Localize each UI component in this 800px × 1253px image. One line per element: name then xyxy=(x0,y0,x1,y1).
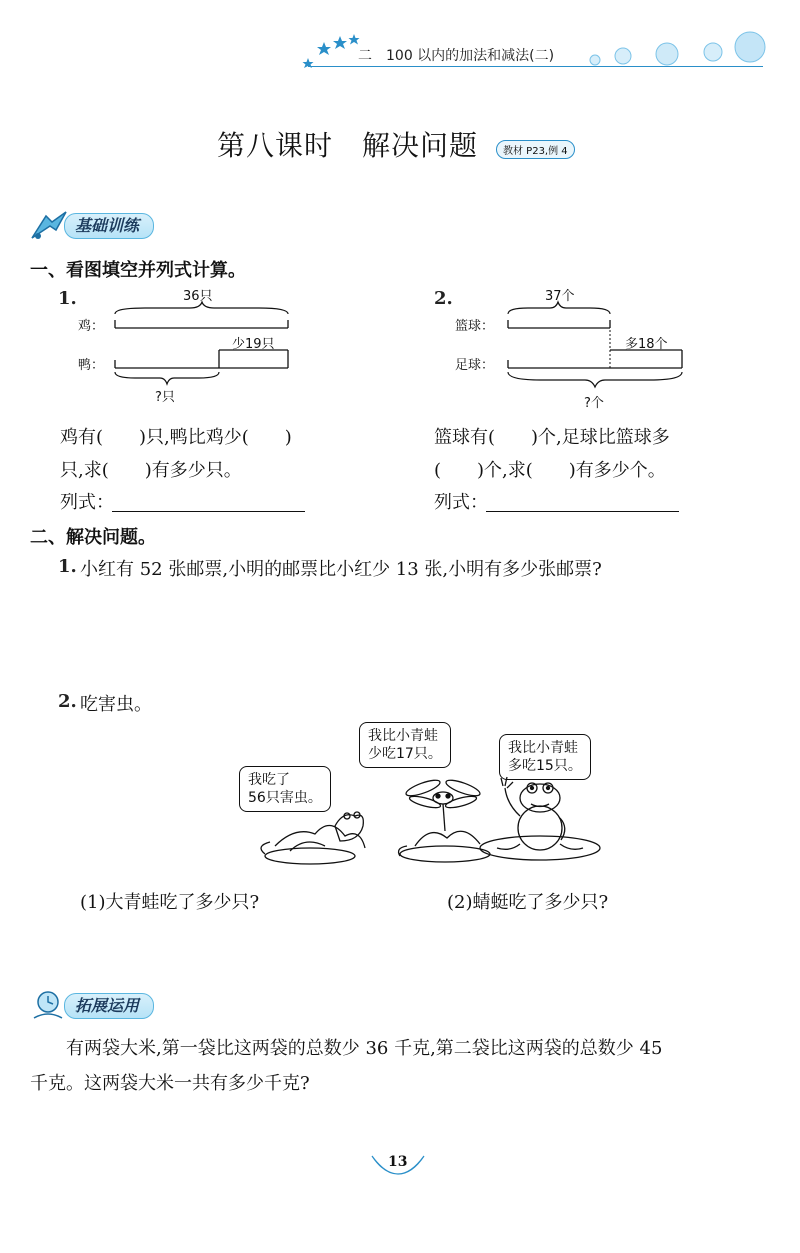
header-chapter: 二 100 以内的加法和减法(二) xyxy=(358,48,555,64)
p1-less-label: 少19只 xyxy=(232,337,275,352)
p1-text-line1: 鸡有( )只,鸭比鸡少( ) xyxy=(60,427,292,448)
p1-top-label: 36只 xyxy=(183,289,213,304)
q2-sub-question1: (1)大青蛙吃了多少只? xyxy=(80,892,260,913)
small-frog-icon xyxy=(261,812,365,864)
problem1-number: 1. xyxy=(58,288,77,309)
p2-top-label: 37个 xyxy=(545,289,575,304)
p2-row2-label: 足球： xyxy=(455,358,495,373)
extension-banner: 拓展运用 xyxy=(64,993,154,1019)
big-frog-icon xyxy=(480,777,600,860)
p2-row1-label: 篮球： xyxy=(455,319,495,334)
q2-sub-question2: (2)蜻蜓吃了多少只? xyxy=(447,892,609,913)
page-title: 第八课时 解决问题 xyxy=(217,129,479,162)
q2-problem1-text: 小红有 52 张邮票,小明的邮票比小红少 13 张,小明有多少张邮票? xyxy=(80,559,602,580)
p2-bottom-label: ?个 xyxy=(584,396,604,411)
header-bubbles-icon xyxy=(585,30,770,72)
extension-text-line1: 有两袋大米,第一袋比这两袋的总数少 36 千克,第二袋比这两袋的总数少 45 xyxy=(66,1038,663,1059)
p2-text-line1: 篮球有( )个,足球比篮球多 xyxy=(434,427,670,448)
basic-training-banner: 基础训练 xyxy=(64,213,154,239)
frog1-speech-bubble: 我吃了 56只害虫。 xyxy=(239,766,331,812)
p1-bottom-label: ?只 xyxy=(155,390,175,405)
p1-line-diagram xyxy=(105,300,305,390)
dragonfly-icon xyxy=(399,777,490,862)
p1-text-line2: 只,求( )有多少只。 xyxy=(60,460,242,481)
p1-formula-label: 列式： xyxy=(60,492,114,513)
frogs-dragonfly-drawing xyxy=(235,716,610,876)
dragonfly-speech-bubble: 我比小青蛙 少吃17只。 xyxy=(359,722,451,768)
textbook-reference-badge: 教材 P23,例 4 xyxy=(496,140,575,159)
p1-row1-label: 鸡： xyxy=(78,319,105,334)
extension-icon xyxy=(28,988,68,1022)
header xyxy=(300,30,770,75)
extension-text-line2: 千克。这两袋大米一共有多少千克? xyxy=(30,1073,310,1094)
p2-line-diagram xyxy=(500,300,690,395)
page-number: 13 xyxy=(388,1154,408,1170)
q2-problem1-number: 1. xyxy=(58,556,77,577)
p1-formula-answer-line[interactable] xyxy=(112,510,305,512)
frog2-speech-bubble: 我比小青蛙 多吃15只。 xyxy=(499,734,591,780)
insect-illustration xyxy=(235,716,610,876)
question2-heading: 二、解决问题。 xyxy=(30,527,156,548)
question1-heading: 一、看图填空并列式计算。 xyxy=(30,260,246,281)
p2-text-line2: ( )个,求( )有多少个。 xyxy=(434,460,666,481)
q2-problem2-text: 吃害虫。 xyxy=(80,694,152,715)
p1-row2-label: 鸭： xyxy=(78,358,105,373)
p2-formula-label: 列式： xyxy=(434,492,488,513)
p2-formula-answer-line[interactable] xyxy=(486,510,679,512)
p2-more-label: 多18个 xyxy=(625,337,668,352)
problem2-number: 2. xyxy=(434,288,453,309)
q2-problem2-number: 2. xyxy=(58,691,77,712)
